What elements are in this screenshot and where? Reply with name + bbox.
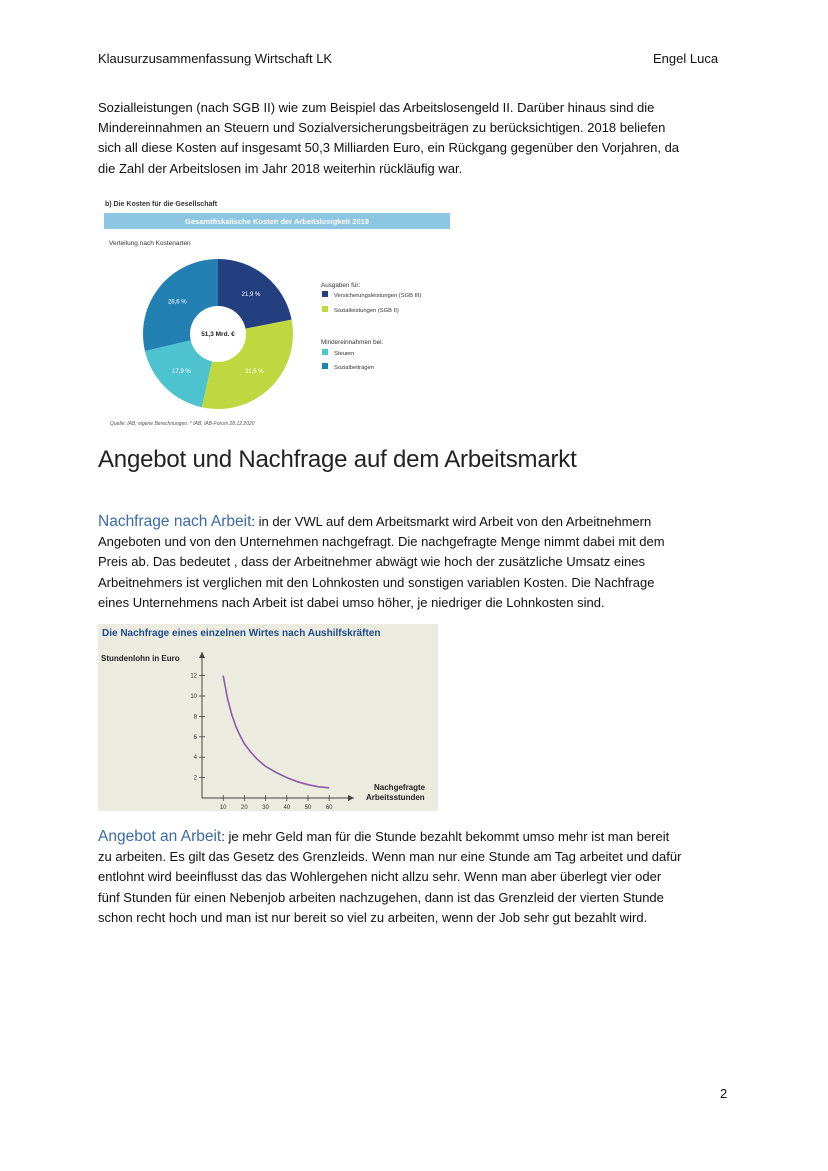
figure-caption: b) Die Kosten für die Gesellschaft	[105, 201, 218, 208]
document-header-right: Engel Luca	[653, 51, 719, 66]
y-tick-label: 10	[190, 694, 197, 700]
legend-label: Steuern	[334, 351, 355, 357]
slice-value-label: 28,6 %	[167, 299, 187, 306]
page-number: 2	[720, 1086, 728, 1101]
y-tick-label: 2	[193, 775, 197, 782]
cost-donut-chart	[104, 194, 464, 434]
y-tick-label: 6	[193, 734, 197, 741]
x-tick-label: 40	[283, 805, 291, 811]
legend-group-revenue-loss: Mindereinnahmen bei:	[321, 339, 384, 346]
y-tick-label: 4	[193, 755, 197, 762]
y-tick-label: 8	[193, 714, 197, 721]
x-tick-label: 30	[262, 805, 269, 811]
y-tick-label: 12	[190, 673, 197, 680]
supply-paragraph	[98, 827, 738, 928]
text-line: schon recht hoch und man ist nur bereit so viel zu arbeiten, wenn der Job sehr gut bezahlt wird.	[98, 909, 648, 925]
text-line: eines Unternehmens nach Arbeit ist dabei umso höher, je niedriger die Lohnkosten sind.	[98, 594, 605, 610]
text-line: die Zahl der Arbeitslosen im Jahr 2018 weiterhin rückläufig war.	[98, 160, 463, 176]
legend-swatch	[322, 363, 328, 369]
y-axis-label: Stundenlohn in Euro	[101, 654, 180, 663]
text-line: Arbeitnehmers ist verglichen mit den Lohnkosten und sonstigen variablen Kosten. Die Nachfrage	[98, 574, 655, 590]
slice-value-label: 17,9 %	[172, 369, 191, 375]
x-axis-label-line2: Arbeitsstunden	[366, 793, 425, 802]
cost-figure	[104, 194, 464, 434]
figure-subtitle: Verteilung nach Kostenarten	[109, 240, 191, 247]
text-line: : in der VWL auf dem Arbeitsmarkt wird Arbeit von den Arbeitnehmern	[251, 514, 652, 529]
x-tick-label: 60	[325, 805, 333, 811]
legend-swatch	[322, 349, 328, 355]
document-header-left: Klausurzusammenfassung Wirtschaft LK	[98, 51, 333, 66]
legend-swatch	[322, 291, 328, 297]
x-axis-label-line1: Nachgefragte	[374, 783, 426, 792]
demand-curve-chart	[98, 624, 438, 811]
x-tick-label: 10	[219, 805, 227, 811]
x-tick-label: 50	[304, 805, 312, 811]
legend-group-expenses: Ausgaben für:	[321, 282, 361, 289]
demand-subheading: Nachfrage nach Arbeit	[98, 513, 252, 530]
legend-label: Sozialleistungen (SGB II)	[334, 308, 399, 314]
slice-value-label: 21,9 %	[241, 291, 261, 298]
text-line: sich all diese Kosten auf insgesamt 50,3 Milliarden Euro, ein Rückgang gegenüber den Vorjahren, da	[98, 140, 680, 156]
demand-figure	[98, 624, 438, 811]
text-line: Angeboten und von den Unternehmen nachgefragt. Die nachgefragte Menge nimmt dabei mit dem	[98, 534, 665, 550]
text-line: entlohnt wird beeinflusst das das Wohlergehen nicht allzu sehr. Wenn man aber überlegt vier oder	[98, 869, 662, 885]
section-heading: Angebot und Nachfrage auf dem Arbeitsmarkt	[98, 446, 577, 473]
legend-label: Sozialbeiträgen	[334, 365, 374, 371]
figure-source: Quelle: IAB; eigene Berechnungen. * IAB, IAB-Forum 28.12.2020	[110, 421, 255, 427]
text-line: fünf Stunden für einen Nebenjob arbeiten nachzugehen, dann ist das Grenzleid der vierten Stunde	[98, 889, 664, 905]
donut-center-total: 51,3 Mrd. €	[201, 331, 235, 338]
chart-legend	[322, 291, 421, 371]
figure-banner-title: Gesamtfiskalische Kosten der Arbeitslosigkeit 2019	[185, 217, 369, 226]
text-line: Sozialleistungen (nach SGB II) wie zum Beispiel das Arbeitslosengeld II. Darüber hinaus sind die	[98, 100, 655, 115]
legend-swatch	[322, 306, 328, 312]
demand-paragraph	[98, 512, 738, 613]
text-line: Mindereinnahmen an Steuern und Sozialversicherungsbeiträgen zu berücksichtigen. 2018 beliefen	[98, 120, 666, 136]
supply-subheading: Angebot an Arbeit	[98, 828, 222, 845]
intro-paragraph	[98, 98, 738, 179]
x-tick-label: 20	[241, 805, 248, 811]
slice-value-label: 31,5 %	[244, 369, 264, 376]
text-line: : je mehr Geld man für die Stunde bezahlt bekommt umso mehr ist man bereit	[221, 829, 670, 844]
text-line: zu arbeiten. Es gilt das Gesetz des Grenzleids. Wenn man nur eine Stunde am Tag arbeitet und dafür	[98, 849, 682, 865]
text-line: Preis ab. Das bedeutet , dass der Arbeitnehmer abwägt wie hoch der zusätzliche Umsatz eines	[98, 554, 646, 570]
legend-label: Versicherungsleistungen (SGB III)	[334, 293, 422, 299]
chart-title: Die Nachfrage eines einzelnen Wirtes nach Aushilfskräften	[102, 628, 381, 639]
